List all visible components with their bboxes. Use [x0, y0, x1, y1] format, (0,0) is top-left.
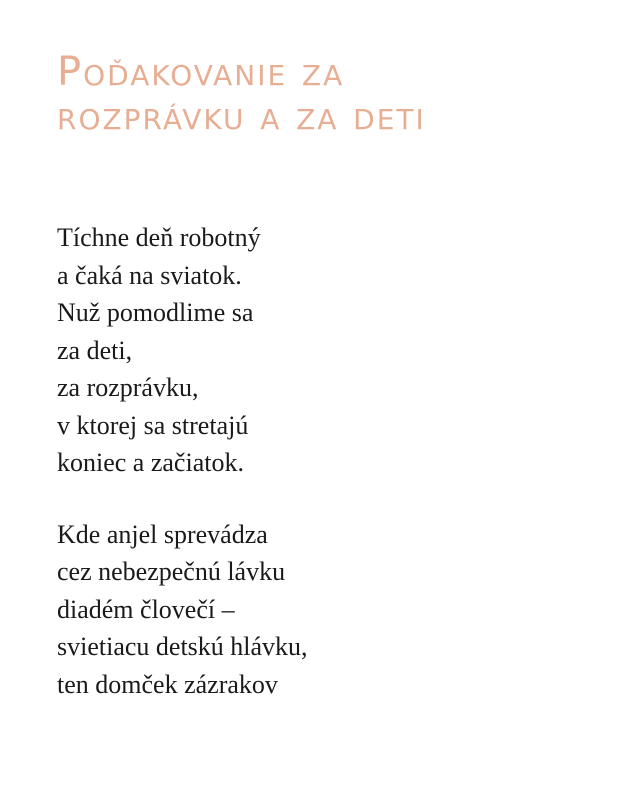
poem-body — [57, 219, 308, 703]
poem-line: v ktorej sa stretajú — [57, 410, 249, 440]
poem-line: koniec a začiatok. — [57, 448, 244, 477]
poem-line: a čaká na sviatok. — [57, 260, 242, 290]
poem-title-line-1: Poďakovanie za — [57, 49, 345, 95]
poem-line: svietiacu detskú hlávku, — [57, 632, 308, 661]
poem-line: Nuž pomodlime sa — [57, 298, 254, 327]
poem-line: diadém človečí – — [57, 594, 235, 624]
poem-line: Tíchne deň robotný — [57, 223, 261, 252]
poem-line: Kde anjel sprevádza — [57, 519, 268, 549]
poem-line: za deti, — [57, 335, 133, 365]
poem-line: cez nebezpečnú lávku — [57, 557, 286, 586]
stanza-1 — [57, 219, 308, 482]
poem-title-line-2: rozprávku a za deti — [57, 93, 426, 139]
poem-title — [57, 50, 426, 138]
stanza-2 — [57, 516, 308, 704]
poem-line: za rozprávku, — [57, 373, 199, 402]
poem-line: ten domček zázrakov — [57, 669, 278, 699]
